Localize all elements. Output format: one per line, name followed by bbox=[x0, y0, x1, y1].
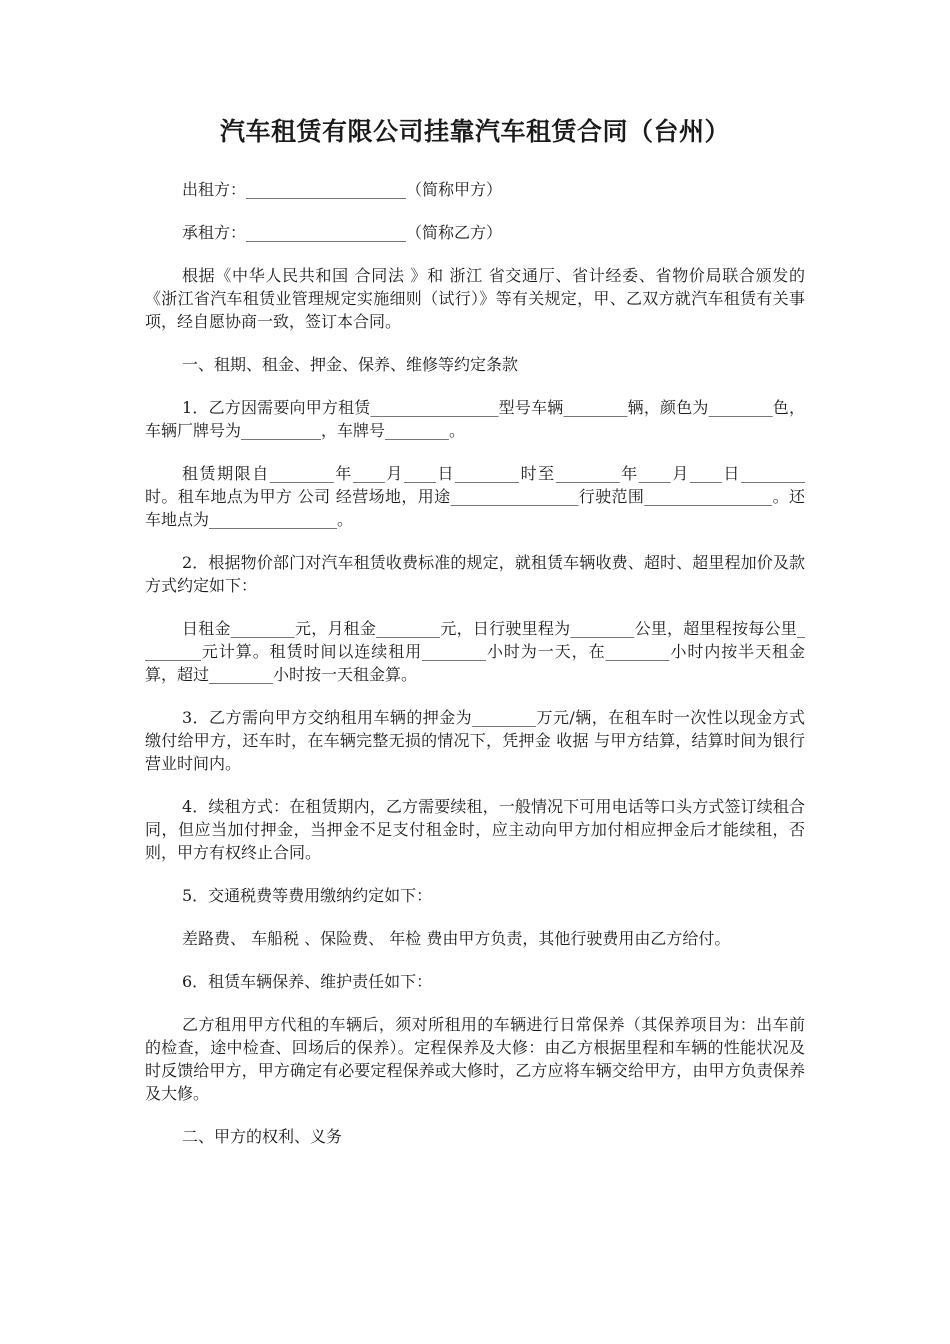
clause-4-paragraph: 4．续租方式：在租赁期内，乙方需要续租，一般情况下可用电话等口头方式签订续租合同，但应当加付押金，当押金不足支付租金时，应主动向甲方加付相应押金后才能续租，否则，甲方有权终止合同。 bbox=[145, 797, 805, 862]
maintenance-paragraph: 乙方租用甲方代租的车辆后，须对所租用的车辆进行日常保养（其保养项目为：出车前的检查，途中检查、回场后的保养）。定程保养及大修：由乙方根据里程和车辆的性能状况及时反馈给甲方，甲方确定有必要定程保养或大修时，乙方应将车辆交给甲方，由甲方负责保养及大修。 bbox=[145, 1015, 805, 1103]
document-title: 汽车租赁有限公司挂靠汽车租赁合同（台州） bbox=[219, 117, 730, 146]
clause-3-paragraph: 3．乙方需向甲方交纳租用车辆的押金为________万元/辆，在租车时一次性以现金方式缴付给甲方，还车时，在车辆完整无损的情况下，凭押金 收据 与甲方结算，结算时间为银行营业时间内。 bbox=[145, 708, 805, 773]
clause-6-paragraph: 6．租赁车辆保养、维护责任如下： bbox=[182, 972, 433, 991]
section-heading-1: 一、租期、租金、押金、保养、维修等约定条款 bbox=[182, 355, 519, 374]
rent-rates-paragraph: 日租金________元，月租金________元，日行驶里程为________公里，超里程按每公里________元计算。租赁时间以连续租用________小时为一天，在________小时内按半天租金算，超过________小时按一天租金算。 bbox=[145, 619, 805, 684]
section-heading-2: 二、甲方的权利、义务 bbox=[182, 1127, 343, 1146]
lessor-line: 出租方：____________________（简称甲方） bbox=[182, 180, 503, 199]
lessee-line: 承租方：____________________（简称乙方） bbox=[182, 223, 503, 242]
clause-5-paragraph: 5．交通税费等费用缴纳约定如下： bbox=[182, 886, 433, 905]
rental-period-paragraph: 租赁期限自________年____月____日________时至________年____月____日________时。租车地点为甲方 公司 经营场地，用途________________行驶范围________________。还车地点为________________。 bbox=[145, 464, 805, 529]
fees-paragraph: 差路费、 车船税 、保险费、 年检 费由甲方负责，其他行驶费用由乙方给付。 bbox=[182, 929, 731, 948]
document-page bbox=[145, 112, 805, 1168]
clause-1-paragraph: 1．乙方因需要向甲方租赁________________型号车辆________辆，颜色为________色，车辆厂牌号为__________，车牌号________。 bbox=[145, 398, 805, 440]
clause-2-paragraph: 2．根据物价部门对汽车租赁收费标准的规定，就租赁车辆收费、超时、超里程加价及款方式约定如下： bbox=[145, 553, 805, 595]
preamble-paragraph: 根据《中华人民共和国 合同法 》和 浙江 省交通厅、省计经委、省物价局联合颁发的《浙江省汽车租赁业管理规定实施细则（试行）》等有关规定，甲、乙双方就汽车租赁有关事项，经自愿协商一致，签订本合同。 bbox=[145, 266, 805, 331]
